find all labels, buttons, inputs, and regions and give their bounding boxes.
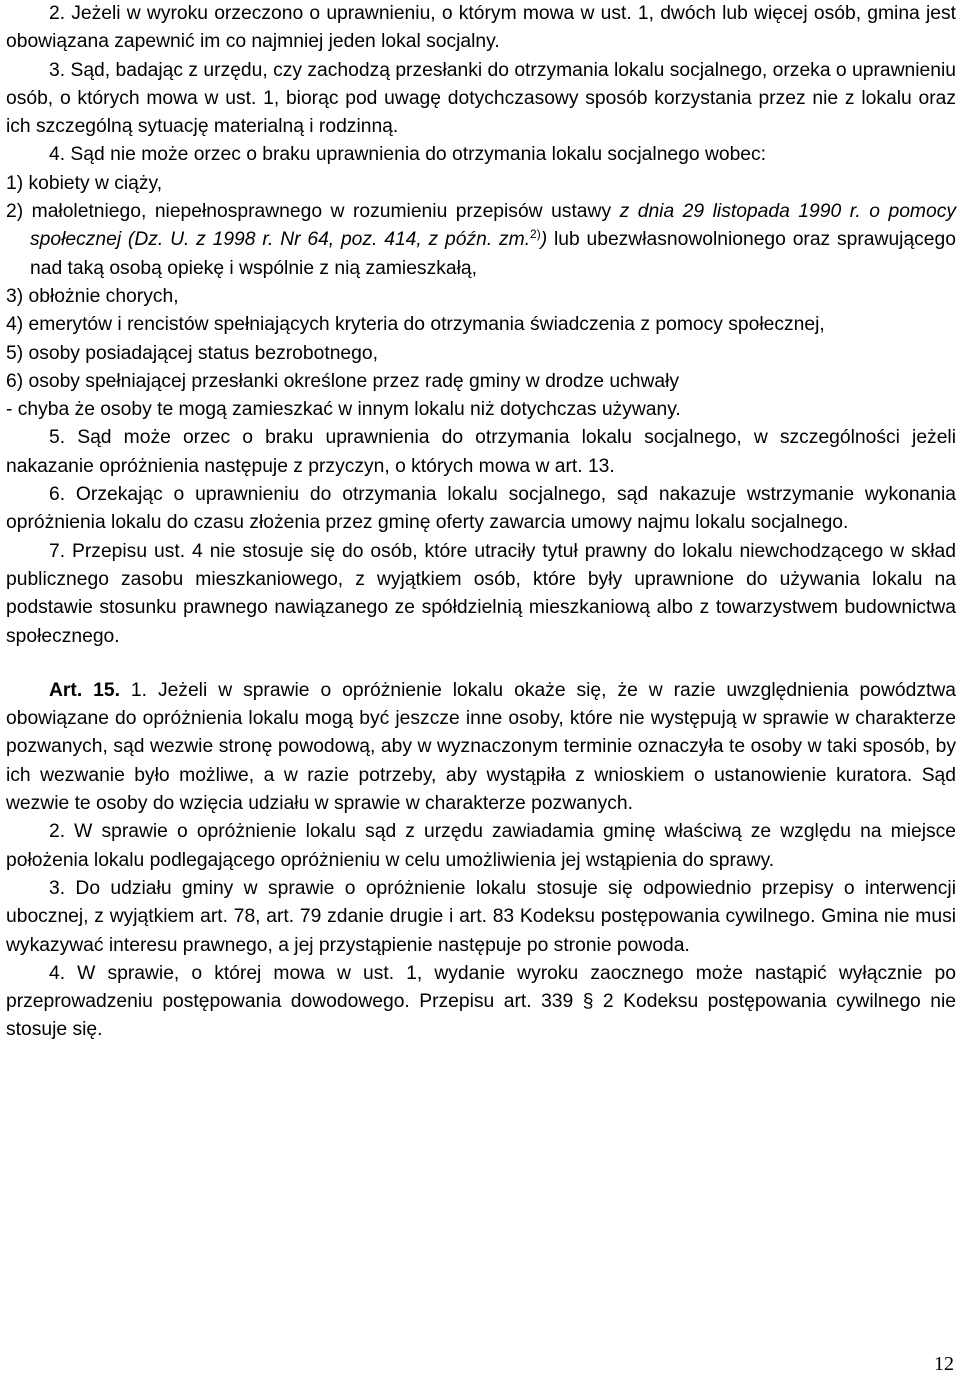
list-item-4: 4) emerytów i rencistów spełniających kryteria do otrzymania świadczenia z pomocy społecznej, xyxy=(6,314,825,336)
paragraph-4-tail: - chyba że osoby te mogą zamieszkać w innym lokalu niż dotychczas używany. xyxy=(6,399,681,421)
list-item-6: 6) osoby spełniającej przesłanki określone przez radę gminy w drodze uchwały xyxy=(6,370,680,392)
art-15-paragraph-1 xyxy=(6,677,956,818)
list-item-2-text: 2) małoletniego, niepełnosprawnego w rozumieniu przepisów ustawy xyxy=(6,201,620,223)
art-15-paragraph-1-text: 1. Jeżeli w sprawie o opróżnienie lokalu okaże się, że w razie uwzględnienia powództwa obowiązane do opróżnienia lokalu mogą być jeszcze inne osoby, które nie występują w sprawie w charakterze pozwanych, sąd wezwie stronę powodową, aby w wyznaczonym terminie oznaczyła te osoby w taki sposób, by ich wezwanie było możliwe, a w razie potrzeby, aby wystąpiła z wnioskiem o ustanowienie kuratora. Sąd wezwie te osoby do wzięcia udziału w sprawie w charakterze pozwanych. xyxy=(6,679,956,815)
paragraph-4: 4. Sąd nie może orzec o braku uprawnienia do otrzymania lokalu socjalnego wobec: xyxy=(49,144,767,166)
art-15-paragraph-2: 2. W sprawie o opróżnienie lokalu sąd z urzędu zawiadamia gminę właściwą ze względu na miejsce położenia lokalu podlegającego opróżnieniu w celu umożliwienia jej wstąpienia do sprawy. xyxy=(6,821,956,871)
article-heading: Art. 15. xyxy=(49,679,120,701)
footnote-ref: 2) xyxy=(530,227,541,242)
list-item-2-tail: lub ubezwłasnowolnionego oraz sprawującego nad taką osobą opiekę i wspólnie z nią zamieszkałą, xyxy=(30,229,956,279)
art-15-paragraph-4: 4. W sprawie, o której mowa w ust. 1, wydanie wyroku zaocznego może nastąpić wyłącznie po przeprowadzeniu postępowania dowodowego. Przepisu art. 339 § 2 Kodeksu postępowania cywilnego nie stosuje się. xyxy=(6,962,956,1041)
art-15-paragraph-3: 3. Do udziału gminy w sprawie o opróżnienie lokalu stosuje się odpowiednio przepisy o interwencji ubocznej, z wyjątkiem art. 78, art. 79 zdanie drugie i art. 83 Kodeksu postępowania cywilnego. Gmina nie musi wykazywać interesu prawnego, a jej przystąpienie następuje po stronie powoda. xyxy=(6,877,956,956)
list-item-5: 5) osoby posiadającej status bezrobotnego, xyxy=(6,342,378,364)
list-item-1: 1) kobiety w ciąży, xyxy=(6,172,163,194)
paragraph-5: 5. Sąd może orzec o braku uprawnienia do otrzymania lokalu socjalnego, w szczególności jeżeli nakazanie opróżnienia następuje z przyczyn, o których mowa w art. 13. xyxy=(6,427,956,477)
paragraph-7: 7. Przepisu ust. 4 nie stosuje się do osób, które utraciły tytuł prawny do lokalu niewchodzącego w skład publicznego zasobu mieszkaniowego, z wyjątkiem osób, które były uprawnione do używania lokalu na podstawie stosunku prawnego nawiązanego ze spółdzielnią mieszkaniową albo z towarzystwem budownictwa społecznego. xyxy=(6,540,956,647)
paragraph-6: 6. Orzekając o uprawnieniu do otrzymania lokalu socjalnego, sąd nakazuje wstrzymanie wykonania opróżnienia lokalu do czasu złożenia przez gminę oferty zawarcia umowy najmu lokalu socjalnego. xyxy=(6,484,956,534)
list-item-3: 3) obłożnie chorych, xyxy=(6,285,179,307)
statute-citation-close: ) xyxy=(540,229,548,251)
document-body xyxy=(6,0,956,1045)
paragraph-3: 3. Sąd, badając z urzędu, czy zachodzą przesłanki do otrzymania lokalu socjalnego, orzeka o uprawnieniu osób, o których mowa w ust. 1, biorąc pod uwagę dotychczasowy sposób korzystania przez nie z lokalu oraz ich szczególną sytuację materialną i rodzinną. xyxy=(6,59,956,138)
list-item-2 xyxy=(6,198,956,283)
paragraph-2: 2. Jeżeli w wyroku orzeczono o uprawnieniu, o którym mowa w ust. 1, dwóch lub więcej osób, gmina jest obowiązana zapewnić im co najmniej jeden lokal socjalny. xyxy=(6,3,956,53)
page-number: 12 xyxy=(934,1353,954,1375)
statute-citation: z dnia 29 listopada 1990 r. o pomocy społecznej (Dz. U. z 1998 r. Nr 64, poz. 414, z późn. zm. xyxy=(30,201,956,251)
